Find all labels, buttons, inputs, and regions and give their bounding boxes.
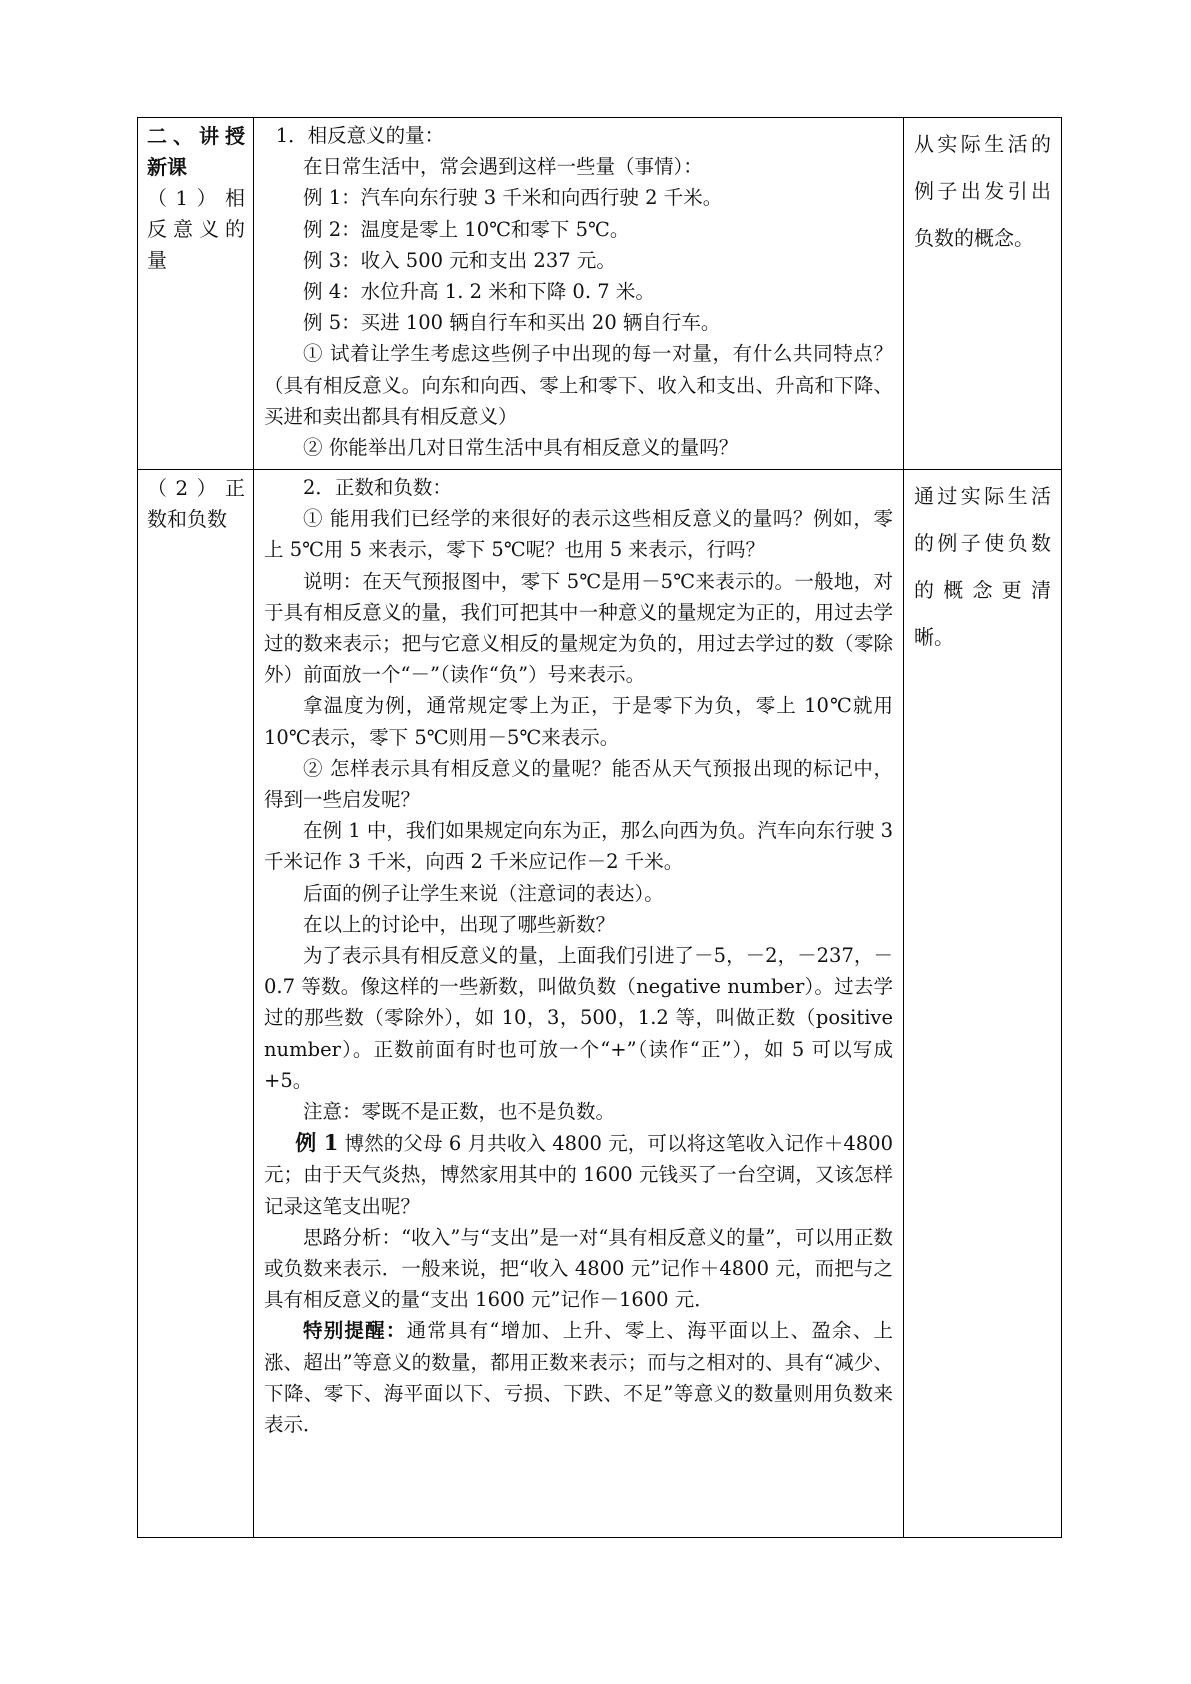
stage-sub-line2: 反意义的 (147, 217, 245, 241)
stage-sub-line1: （2）正 (147, 476, 245, 500)
content-paragraph: 在例 1 中，我们如果规定向东为正，那么向西为负。汽车向东行驶 3 千米记作 3 千米，向西 2 千米应记作－2 千米。 (264, 819, 893, 874)
example-label: 例 1 (295, 1130, 339, 1156)
content-heading: 1．相反意义的量： (275, 124, 445, 147)
content-paragraph: 说明：在天气预报图中，零下 5℃是用－5℃来表示的。一般地，对于具有相反意义的量，我们可把其中一种意义的量规定为正的，用过去学过的数来表示；把与它意义相反的量规定为负的，用过去学过的数（零除外）前面放一个“－”（读作“负”）号来表示。 (264, 569, 893, 687)
example-line: 例 5：买进 100 辆自行车和买出 20 辆自行车。 (303, 311, 721, 335)
reminder-text: 通常具有“增加、上升、零上、海平面以上、盈余、上涨、超出”等意义的数量，都用正数来表示；而与之相对的、具有“减少、下降、零下、海平面以下、亏损、下跌、不足”等意义的数量则用负数来表示． (264, 1319, 893, 1437)
content-paragraph: ① 能用我们已经学的来很好的表示这些相反意义的量吗？例如，零上 5℃用 5 来表示，零下 5℃呢？也用 5 来表示，行吗？ (264, 507, 893, 562)
example-text: 博然的父母 6 月共收入 4800 元，可以将这笔收入记作＋4800 元；由于天气炎热，博然家用其中的 1600 元钱买了一台空调，又该怎样记录这笔支出呢？ (264, 1132, 893, 1218)
table-row (138, 470, 1062, 1538)
content-paragraph: 后面的例子让学生来说（注意词的表达）。 (303, 881, 664, 905)
content-cell (254, 118, 904, 470)
example-paragraph (264, 1127, 893, 1222)
analysis-paragraph: 思路分析：“收入”与“支出”是一对“具有相反意义的量”，可以用正数或负数来表示．一般来说，把“收入 4800 元”记作＋4800 元，而把与之具有相反意义的量“支出 1600 元”记作－1600 元． (264, 1225, 893, 1312)
content-paragraph: 在以上的讨论中，出现了哪些新数？ (303, 912, 616, 936)
content-heading: 2．正数和负数： (303, 476, 452, 499)
content-paragraph: ② 你能举出几对日常生活中具有相反意义的量吗？ (303, 436, 739, 460)
stage-cell (138, 470, 254, 1538)
reminder-label: 特别提醒： (303, 1319, 407, 1343)
note-cell (904, 118, 1062, 470)
content-paragraph: ① 试着让学生考虑这些例子中出现的每一对量，有什么共同特点？（具有相反意义。向东和向西、零上和零下、收入和支出、升高和下降、买进和卖出都具有相反意义） (264, 342, 893, 428)
content-paragraph: 为了表示具有相反意义的量，上面我们引进了－5，－2，－237，－0.7 等数。像这样的一些新数，叫做负数（negative number）。过去学过的那些数（零除外），如 10，3，500，1.2 等，叫做正数（positive number）。正数前面有时也可放一个“+”（读作“正”），如 5 可以写成+5。 (264, 944, 893, 1092)
content-paragraph: 注意：零既不是正数，也不是负数。 (303, 1100, 616, 1124)
content-paragraph: 拿温度为例，通常规定零上为正，于是零下为负，零上 10℃就用 10℃表示，零下 5℃则用－5℃来表示。 (264, 694, 893, 749)
stage-sub-line3: 量 (147, 248, 167, 272)
example-line: 例 4：水位升高 1. 2 米和下降 0. 7 米。 (303, 280, 655, 304)
content-cell (254, 470, 904, 1538)
design-note: 通过实际生活的例子使负数的概念更清晰。 (914, 484, 1051, 649)
stage-title-line1: 二、讲授 (147, 124, 245, 148)
table-row (138, 118, 1062, 470)
note-cell (904, 470, 1062, 1538)
content-paragraph: 在日常生活中，常会遇到这样一些量（事情）： (303, 155, 703, 179)
stage-title-line2: 新课 (147, 155, 187, 179)
lesson-plan-table (137, 117, 1062, 1538)
stage-sub-line2: 数和负数 (147, 507, 227, 531)
stage-cell (138, 118, 254, 470)
stage-sub-line1: （1）相 (147, 186, 245, 210)
content-paragraph: ② 怎样表示具有相反意义的量呢？能否从天气预报出现的标记中，得到一些启发呢？ (264, 756, 893, 812)
example-line: 例 2：温度是零上 10℃和零下 5℃。 (303, 217, 630, 241)
reminder-paragraph (264, 1315, 893, 1440)
example-line: 例 1：汽车向东行驶 3 千米和向西行驶 2 千米。 (303, 186, 723, 210)
example-line: 例 3：收入 500 元和支出 237 元。 (303, 248, 616, 272)
design-note: 从实际生活的例子出发引出负数的概念。 (914, 132, 1051, 250)
